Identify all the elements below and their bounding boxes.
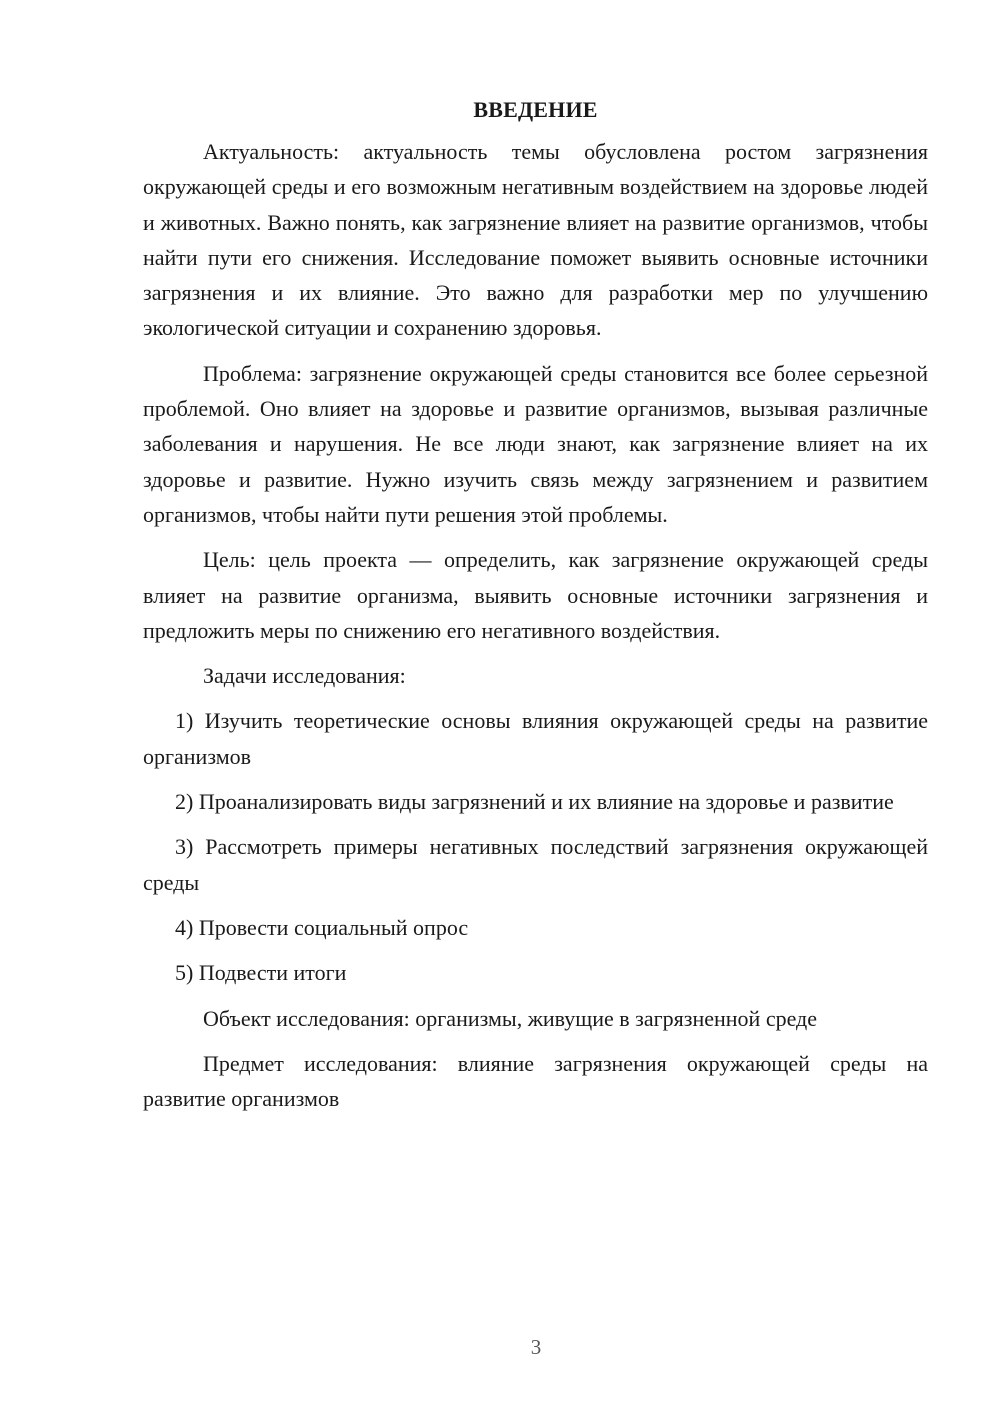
task-item-3: 3) Рассмотреть примеры негативных последствий загрязнения окружающей среды — [143, 834, 928, 895]
task-item-1: 1) Изучить теоретические основы влияния окружающей среды на развитие организмов — [143, 708, 928, 769]
goal-paragraph: Цель: цель проекта — определить, как загрязнение окружающей среды влияет на развитие организма, выявить основные источники загрязнения и предложить меры по снижению его негативного воздействия. — [143, 547, 928, 643]
problem-paragraph: Проблема: загрязнение окружающей среды становится все более серьезной проблемой. Оно влияет на здоровье и развитие организмов, вызывая различные заболевания и нарушения. Не все люди знают, как загрязнение влияет на их здоровье и развитие. Нужно изучить связь между загрязнением и развитием организмов, чтобы найти пути решения этой проблемы. — [143, 360, 928, 527]
task-item-4: 4) Провести социальный опрос — [175, 914, 469, 940]
document-page — [143, 92, 928, 1126]
task-item-2: 2) Проанализировать виды загрязнений и их влияние на здоровье и развитие — [175, 789, 894, 815]
section-title: ВВЕДЕНИЕ — [473, 97, 598, 122]
task-item-5: 5) Подвести итоги — [175, 960, 347, 986]
relevance-paragraph: Актуальность: актуальность темы обусловлена ростом загрязнения окружающей среды и его возможным негативным воздействием на здоровье людей и животных. Важно понять, как загрязнение влияет на развитие организмов, чтобы найти пути его снижения. Исследование поможет выявить основные источники загрязнения и их влияние. Это важно для разработки мер по улучшению экологической ситуации и сохранению здоровья. — [143, 139, 928, 341]
research-object-paragraph: Объект исследования: организмы, живущие в загрязненной среде — [203, 1005, 818, 1031]
page-number: 3 — [530, 1335, 542, 1359]
research-subject-paragraph: Предмет исследования: влияние загрязнения окружающей среды на развитие организмов — [143, 1050, 928, 1112]
tasks-heading: Задачи исследования: — [203, 663, 406, 689]
